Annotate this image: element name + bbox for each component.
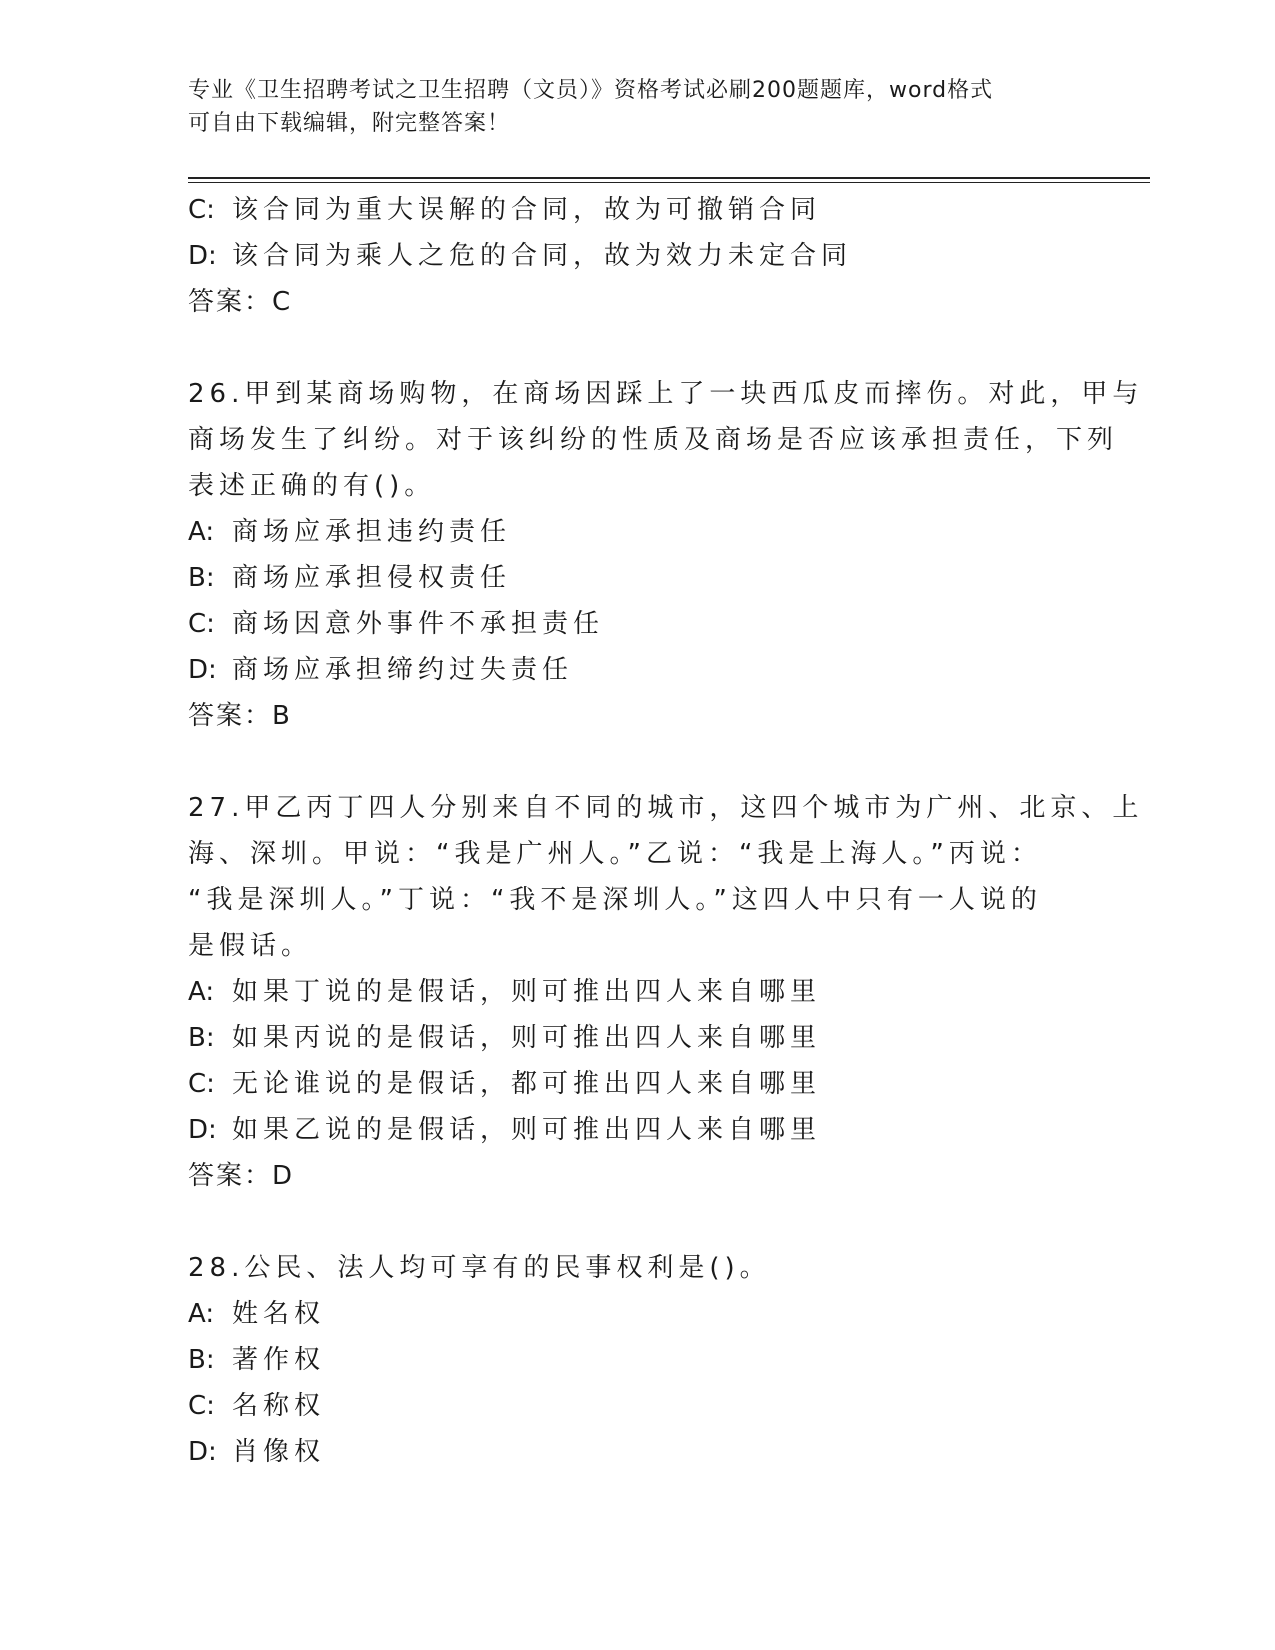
spacer	[188, 1199, 1088, 1245]
option-c	[188, 601, 1088, 647]
option-letter: A:	[188, 517, 215, 547]
option-text: 著作权	[232, 1345, 326, 1375]
option-letter: B:	[188, 563, 215, 593]
option-d	[188, 1429, 1088, 1475]
option-text: 姓名权	[232, 1299, 326, 1329]
option-text: 如果丙说的是假话，则可推出四人来自哪里	[232, 1023, 822, 1053]
option-letter: C:	[188, 195, 215, 225]
option-letter: D:	[188, 655, 217, 685]
option-text: 该合同为重大误解的合同，故为可撤销合同	[232, 195, 822, 225]
question-27	[188, 785, 1144, 1199]
option-letter: D:	[188, 241, 217, 271]
question-25-tail	[188, 187, 1088, 325]
question-stem-line: 28.公民、法人均可享有的民事权利是()。	[188, 1253, 771, 1283]
question-stem-line: 26.甲到某商场购物，在商场因踩上了一块西瓜皮而摔伤。对此，甲与	[188, 379, 1144, 409]
spacer	[188, 325, 1088, 371]
header-line-2: 可自由下载编辑，附完整答案！	[188, 111, 511, 136]
spacer	[188, 739, 1088, 785]
question-stem-line: 表述正确的有()。	[188, 471, 436, 501]
question-26	[188, 371, 1144, 739]
option-d	[188, 233, 1088, 279]
option-d	[188, 1107, 1088, 1153]
question-stem-line: 商场发生了纠纷。对于该纠纷的性质及商场是否应该承担责任，下列	[188, 425, 1119, 455]
question-stem-line: 是假话。	[188, 931, 313, 961]
option-letter: C:	[188, 609, 215, 639]
question-stem-line: 27.甲乙丙丁四人分别来自不同的城市，这四个城市为广州、北京、上	[188, 793, 1144, 823]
option-a	[188, 509, 1088, 555]
question-28	[188, 1245, 1088, 1475]
option-b	[188, 1337, 1088, 1383]
option-letter: C:	[188, 1069, 215, 1099]
option-text: 如果乙说的是假话，则可推出四人来自哪里	[232, 1115, 822, 1145]
option-a	[188, 1291, 1088, 1337]
option-c	[188, 1383, 1088, 1429]
answer: 答案：D	[188, 1161, 295, 1191]
option-letter: B:	[188, 1023, 215, 1053]
option-letter: A:	[188, 977, 215, 1007]
header-rule-thick	[188, 177, 1150, 179]
question-list	[188, 187, 1144, 1475]
header-line-1: 专业《卫生招聘考试之卫生招聘（文员）》资格考试必刷200题题库，word格式	[188, 78, 994, 103]
question-stem-line: “我是深圳人。”丁说：“我不是深圳人。”这四人中只有一人说的	[188, 885, 1042, 915]
option-c	[188, 187, 1088, 233]
option-letter: B:	[188, 1345, 215, 1375]
option-letter: D:	[188, 1437, 217, 1467]
option-text: 商场因意外事件不承担责任	[232, 609, 605, 639]
option-d	[188, 647, 1088, 693]
option-text: 肖像权	[232, 1437, 326, 1467]
option-text: 无论谁说的是假话，都可推出四人来自哪里	[232, 1069, 822, 1099]
option-text: 商场应承担缔约过失责任	[232, 655, 574, 685]
option-b	[188, 1015, 1088, 1061]
answer: 答案：B	[188, 701, 292, 731]
option-text: 如果丁说的是假话，则可推出四人来自哪里	[232, 977, 822, 1007]
question-stem-line: 海、深圳。甲说：“我是广州人。”乙说：“我是上海人。”丙说：	[188, 839, 1042, 869]
option-b	[188, 555, 1088, 601]
answer: 答案：C	[188, 287, 293, 317]
document-header	[188, 74, 1088, 140]
option-letter: A:	[188, 1299, 215, 1329]
option-text: 名称权	[232, 1391, 326, 1421]
option-letter: C:	[188, 1391, 215, 1421]
header-rule-thin	[188, 182, 1150, 183]
option-text: 商场应承担侵权责任	[232, 563, 512, 593]
option-c	[188, 1061, 1088, 1107]
option-text: 商场应承担违约责任	[232, 517, 512, 547]
option-letter: D:	[188, 1115, 217, 1145]
option-text: 该合同为乘人之危的合同，故为效力未定合同	[232, 241, 853, 271]
option-a	[188, 969, 1088, 1015]
